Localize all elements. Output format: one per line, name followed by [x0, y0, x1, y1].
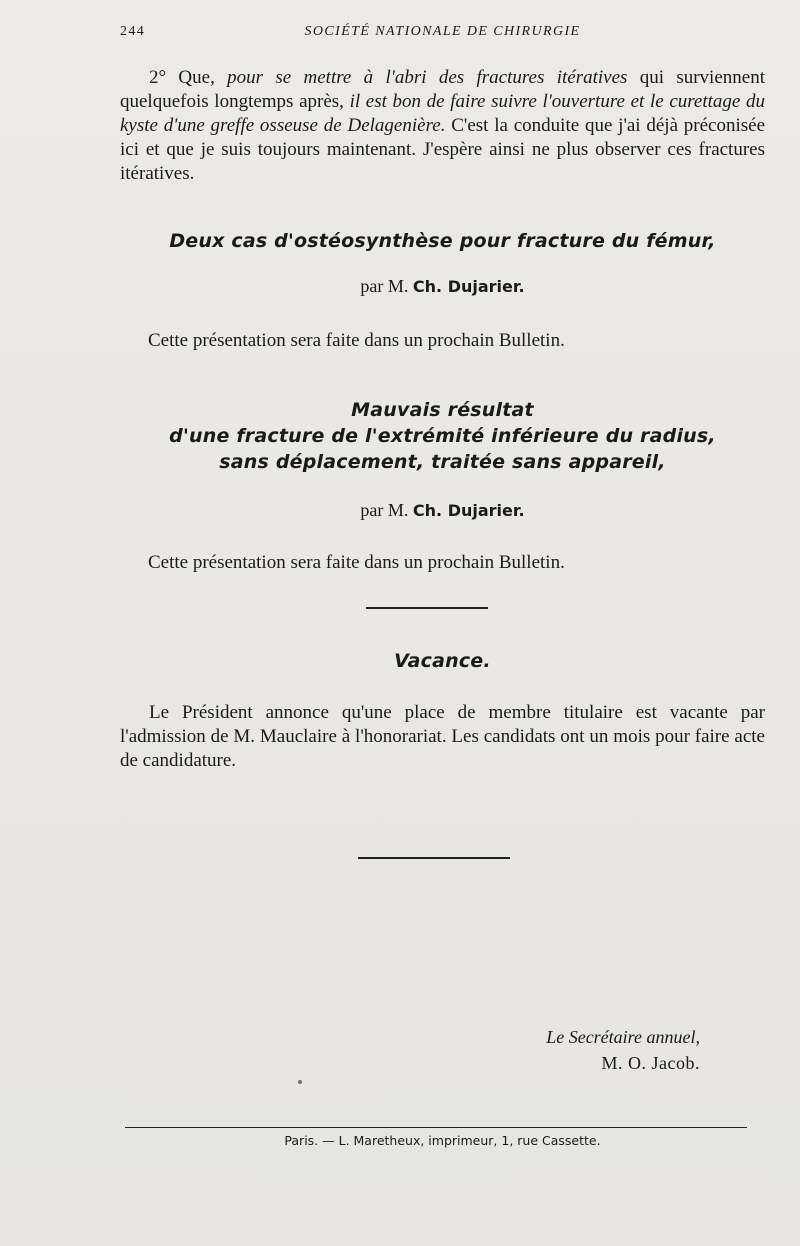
paragraph-text-1: qui surviennent quelquefois longtemps après, [120, 67, 765, 112]
page-number: 244 [120, 24, 146, 39]
paragraph-text-2: C'est la conduite que j'ai déjà préconisée ici et que je suis toujours maintenant. J'espère ainsi ne plus observer ces fractures itératives. [120, 115, 766, 184]
section-2-author: Ch. Dujarier. [412, 501, 525, 520]
section-2-title-line-3: sans déplacement, traitée sans appareil, [219, 451, 666, 473]
paragraph-italic-2: il est bon de faire suivre l'ouverture et le curettage du kyste d'une greffe osseuse de Delagenière. [120, 91, 766, 136]
section-1-author: Ch. Dujarier. [412, 277, 525, 296]
section-2-title-line-2: d'une fracture de l'extrémité inférieure du radius, [169, 425, 716, 447]
printer-mark-dot [298, 1080, 302, 1084]
page-header [120, 20, 765, 44]
paragraph-lead: 2° Que, [149, 67, 215, 88]
section-2-byline [120, 498, 765, 523]
paragraph-conclusion [120, 66, 765, 186]
section-2-title-line-1: Mauvais résultat [351, 399, 534, 421]
printer-imprint: Paris. — L. Maretheux, imprimeur, 1, rue Cassette. [284, 1133, 601, 1148]
section-1-note: Cette présentation sera faite dans un prochain Bulletin. [148, 330, 565, 351]
section-1-by-prefix: par M. [360, 276, 409, 296]
signature-name: M. O. Jacob. [601, 1053, 700, 1073]
section-3-title: Vacance. [394, 650, 491, 672]
section-1-byline [120, 274, 765, 299]
closing-divider [358, 857, 510, 859]
section-2-by-prefix: par M. [360, 500, 409, 520]
section-2-title [120, 397, 765, 475]
signature-block [480, 1024, 700, 1076]
section-3-text: Le Président annonce qu'une place de membre titulaire est vacante par l'admission de M. Mauclaire à l'honorariat. Les candidats ont un mois pour faire acte de candidature. [120, 702, 765, 771]
section-1-title: Deux cas d'ostéosynthèse pour fracture du fémur, [169, 230, 716, 252]
signature-role: Le Secrétaire annuel, [546, 1027, 700, 1047]
running-title: SOCIÉTÉ NATIONALE DE CHIRURGIE [304, 24, 581, 39]
section-2-note: Cette présentation sera faite dans un prochain Bulletin. [148, 552, 565, 573]
paragraph-italic-1: pour se mettre à l'abri des fractures itératives [227, 67, 628, 88]
imprint-rule [125, 1127, 747, 1128]
section-divider [366, 607, 488, 609]
